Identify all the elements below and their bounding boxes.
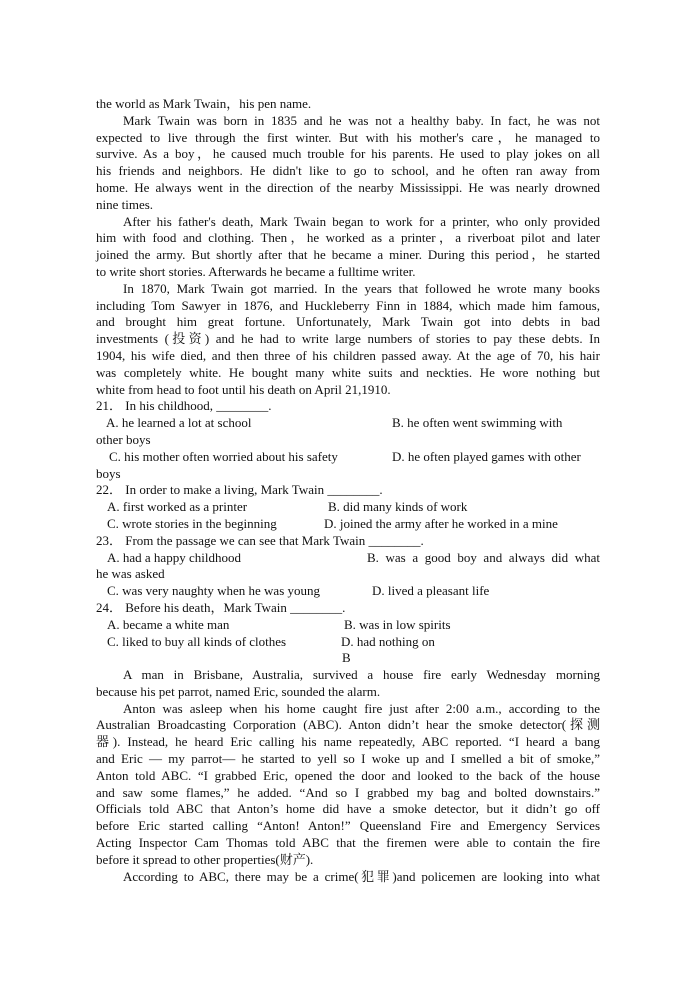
option-c[interactable]: C. was very naughty when he was young	[107, 583, 321, 599]
option-c[interactable]: C. his mother often worried about his safety	[109, 448, 338, 464]
text-line: 1904, his wife died, and then three of his children passed away. At the age of 70, his hair	[96, 347, 600, 363]
option-d[interactable]: D. joined the army after he worked in a mine	[324, 515, 558, 531]
text-line: his friends and neighbors. He didn't like to go to school, and he often ran away from	[96, 163, 600, 179]
option-c[interactable]: C. liked to buy all kinds of clothes	[107, 633, 287, 649]
option-a[interactable]: A. became a white man	[107, 616, 230, 632]
option-d[interactable]: D. lived a pleasant life	[372, 583, 490, 599]
text-line: white from head to foot until his death on April 21,1910.	[96, 381, 391, 397]
option-b[interactable]: B. he often went swimming with	[392, 415, 563, 431]
text-line: and saw some flames,” he added. “And so I grabbed my bag and bolted downstairs.”	[96, 784, 600, 800]
text-line: because his pet parrot, named Eric, sounded the alarm.	[96, 683, 381, 699]
document-page	[96, 96, 600, 885]
text-line: nine times.	[96, 196, 154, 212]
text-line: home. He always went in the direction of the nearby Mississippi. He was nearly drowned	[96, 179, 600, 195]
option-b[interactable]: B. did many kinds of work	[328, 499, 468, 515]
text-line: before Eric started calling “Anton! Anton!” Queensland Fire and Emergency Services	[96, 818, 600, 834]
question-22	[96, 482, 600, 532]
question-21	[96, 398, 600, 482]
text-line: In 1870, Mark Twain got married. In the years that followed he wrote many books	[123, 280, 600, 296]
text-line: Mark Twain was born in 1835 and he was not a healthy baby. In fact, he was not	[123, 112, 600, 128]
option-d[interactable]: D. had nothing on	[341, 633, 435, 649]
text-line: Officials told ABC that Anton’s home did have a smoke detector, but it didn’t go off	[96, 801, 600, 817]
text-line: including Tom Sawyer in 1876, and Huckleberry Finn in 1884, which made him famous,	[96, 297, 600, 313]
passage-a	[96, 96, 600, 398]
text-line: After his father's death, Mark Twain began to work for a printer, who only provided	[123, 213, 600, 229]
option-a[interactable]: A. had a happy childhood	[107, 549, 241, 565]
question-stem: 23． From the passage we can see that Mark Twain ________.	[96, 532, 424, 548]
option-c[interactable]: C. wrote stories in the beginning	[107, 515, 277, 531]
text-line: survive. As a boy，he caused much trouble for his parents. He used to play jokes on all	[96, 146, 600, 162]
option-d-continued: boys	[96, 465, 121, 481]
text-line: him with food and clothing. Then，he worked as a printer，a riverboat pilot and later	[96, 230, 600, 246]
text-line: Anton was asleep when his home caught fire just after 2:00 a.m., according to the	[123, 700, 600, 716]
text-line: to write short stories. Afterwards he became a fulltime writer.	[96, 263, 416, 279]
text-line: According to ABC, there may be a crime(犯罪)and policemen are looking into what	[123, 868, 600, 884]
text-line: Australian Broadcasting Corporation (ABC). Anton didn’t hear the smoke detector(探测	[96, 717, 600, 733]
text-line: the world as Mark Twain，his pen name.	[96, 96, 312, 111]
option-b[interactable]: B. was in low spirits	[344, 616, 451, 632]
text-line: 器). Instead, he heard Eric calling his name repeatedly, ABC reported. “I heard a bang	[96, 734, 600, 750]
section-b-label: B	[342, 650, 351, 666]
text-line: A man in Brisbane, Australia, survived a house fire early Wednesday morning	[123, 667, 600, 683]
option-a[interactable]: A. first worked as a printer	[107, 499, 248, 515]
passage-b	[96, 667, 600, 885]
option-a[interactable]: A. he learned a lot at school	[106, 415, 252, 431]
text-line: was completely white. He bought many white suits and neckties. He wore nothing but	[96, 364, 600, 380]
text-line: joined the army. But shortly after that he became a miner. During this period，he started	[96, 247, 600, 263]
text-line: Acting Inspector Cam Thomas told ABC that the firemen were able to contain the fire	[96, 835, 600, 851]
option-d[interactable]: D. he often played games with other	[392, 448, 581, 464]
question-stem: 24． Before his death，Mark Twain ________.	[96, 599, 346, 615]
option-b-continued: he was asked	[96, 566, 165, 582]
text-line: before it spread to other properties(财产).	[96, 851, 314, 867]
text-line: and Eric — my parrot— he started to yell so I woke up and I smelled a bit of smoke,”	[96, 751, 600, 767]
question-24	[96, 600, 600, 650]
option-b-continued: other boys	[96, 431, 151, 447]
question-stem: 22． In order to make a living, Mark Twain ________.	[96, 482, 383, 498]
text-line: and brought him great fortune. Unfortunately, Mark Twain got into debts in bad	[96, 314, 600, 330]
question-stem: 21． In his childhood, ________.	[96, 398, 272, 414]
text-line: investments (投资) and he had to write large numbers of stories to pay these debts. In	[96, 331, 600, 347]
text-line: Anton told ABC. “I grabbed Eric, opened the door and looked to the back of the house	[96, 767, 600, 783]
option-b[interactable]: B. was a good boy and always did what	[367, 549, 600, 565]
text-line: expected to live through the first winter. But with his mother's care，he managed to	[96, 129, 600, 145]
question-23	[96, 533, 600, 600]
